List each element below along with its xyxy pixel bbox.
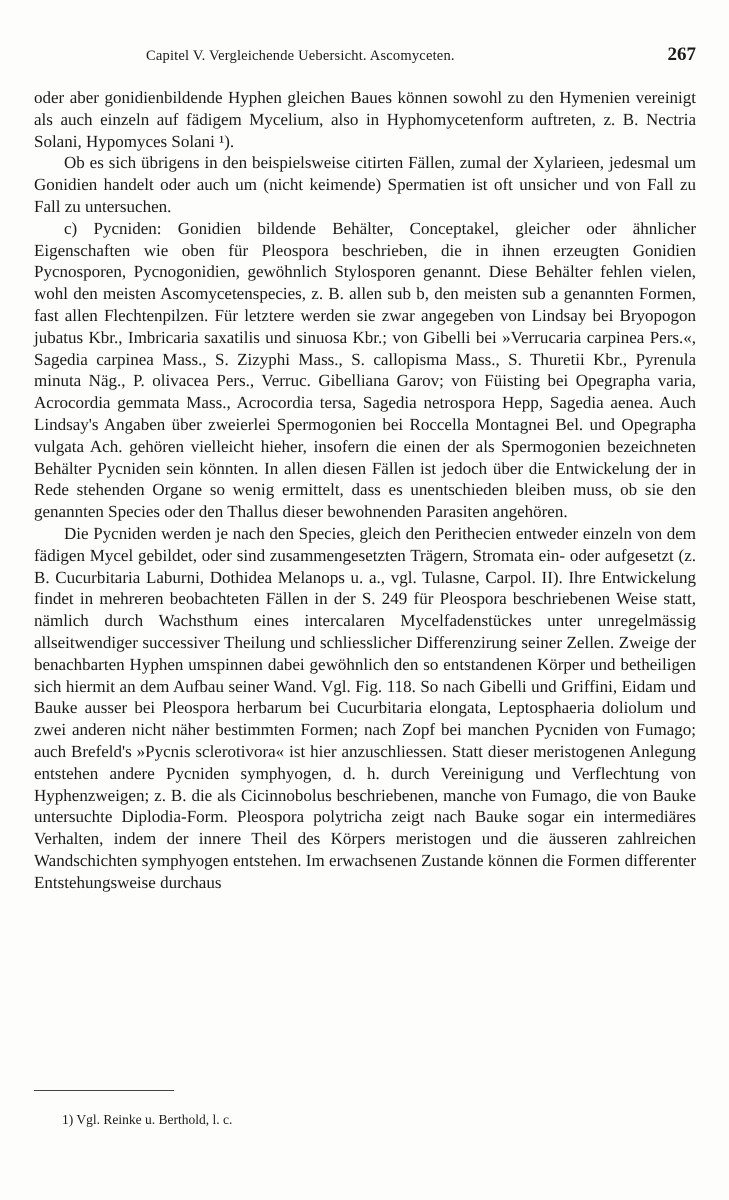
page-number: 267 bbox=[667, 44, 696, 65]
footnote: 1) Vgl. Reinke u. Berthold, l. c. bbox=[62, 1112, 233, 1127]
paragraph-2: Ob es sich übrigens in den beispielsweise citirten Fällen, zumal der Xylarieen, jedesmal um Gonidien handelt oder auch um (nicht keimende) Spermatien ist oft unsicher und von Fall zu Fall zu untersuchen. bbox=[34, 153, 696, 216]
paragraph-4: Die Pycniden werden je nach den Species, gleich den Perithecien entweder einzeln von dem fädigen Mycel gebildet, oder sind zusammengesetzten Trägern, Stromata ein- oder aufgesetzt (z. B. Cucurbitaria Laburni, Dothidea Melanops u. a., vgl. Tulasne, Carpol. II). Ihre Entwickelung findet in mehreren beobachteten Fällen in der S. 249 für Pleospora beschriebenen Weise statt, nämlich durch Wachsthum eines intercalaren Mycelfadenstückes unter unregelmässig allseitwendiger successiver Theilung und schliesslicher Differenzirung seiner Zellen. Zweige der benachbarten Hyphen umspinnen dabei gewöhnlich den so entstandenen Körper und betheiligen sich hiermit an dem Aufbau seiner Wand. Vgl. Fig. 118. So nach Gibelli und Griffini, Eidam und Bauke ausser bei Pleospora herbarum bei Cucurbitaria elongata, Leptosphaeria doliolum und zwei anderen nicht näher bestimmten Formen; nach Zopf bei manchen Pycniden von Fumago; auch Brefeld's »Pycnis sclerotivora« ist hier anzuschliessen. Statt dieser meristogenen Anlegung entstehen andere Pycniden symphyogen, d. h. durch Vereinigung und Verflechtung von Hyphenzweigen; z. B. die als Cicinnobolus beschriebenen, manche von Fumago, die von Bauke untersuchte Diplodia-Form. Pleospora polytricha zeigt nach Bauke sogar ein intermediäres Verhalten, indem der innere Theil des Körpers meristogen und die äusseren zahlreichen Wandschichten symphyogen entstehen. Im erwachsenen Zustande können die Formen differenter Entstehungsweise durchaus bbox=[34, 523, 696, 892]
body-text bbox=[34, 87, 696, 893]
footnote-rule bbox=[34, 1090, 174, 1091]
running-head bbox=[34, 44, 696, 70]
running-title: Capitel V. Vergleichende Uebersicht. Ascomyceten. bbox=[146, 48, 455, 64]
paragraph-1: oder aber gonidienbildende Hyphen gleichen Baues können sowohl zu den Hymenien vereinigt als auch einzeln auf fädigem Mycelium, also in Hyphomycetenform auftreten, z. B. Nectria Solani, Hypomyces Solani ¹). bbox=[34, 88, 696, 151]
paragraph-3: c) Pycniden: Gonidien bildende Behälter, Conceptakel, gleicher oder ähnlicher Eigenschaften wie oben für Pleospora beschrieben, die in ihnen erzeugten Gonidien Pycnosporen, Pycnogonidien, gewöhnlich Stylosporen genannt. Diese Behälter fehlen vielen, wohl den meisten Ascomycetenspecies, z. B. allen sub b, den meisten sub a genannten Formen, fast allen Flechtenpilzen. Für letztere werden sie zwar angegeben von Lindsay bei Bryopogon jubatus Kbr., Imbricaria saxatilis und sinuosa Kbr.; von Gibelli bei »Verrucaria carpinea Pers.«, Sagedia carpinea Mass., S. Zizyphi Mass., S. callopisma Mass., S. Thuretii Kbr., Pyrenula minuta Näg., P. olivacea Pers., Verruc. Gibelliana Garov; von Füisting bei Opegrapha varia, Acrocordia gemmata Mass., Acrocordia tersa, Sagedia netrospora Hepp, Sagedia aenea. Auch Lindsay's Angaben über zweierlei Spermogonien bei Roccella Montagnei Bel. und Opegrapha vulgata Ach. gehören vielleicht hieher, insofern die einen der als Spermogonien bezeichneten Behälter Pycniden sein könnten. In allen diesen Fällen ist jedoch über die Entwickelung der in Rede stehenden Organe so wenig ermittelt, dass es unentschieden bleiben muss, ob sie den genannten Species oder den Thallus dieser bewohnenden Parasiten angehören. bbox=[34, 218, 696, 522]
